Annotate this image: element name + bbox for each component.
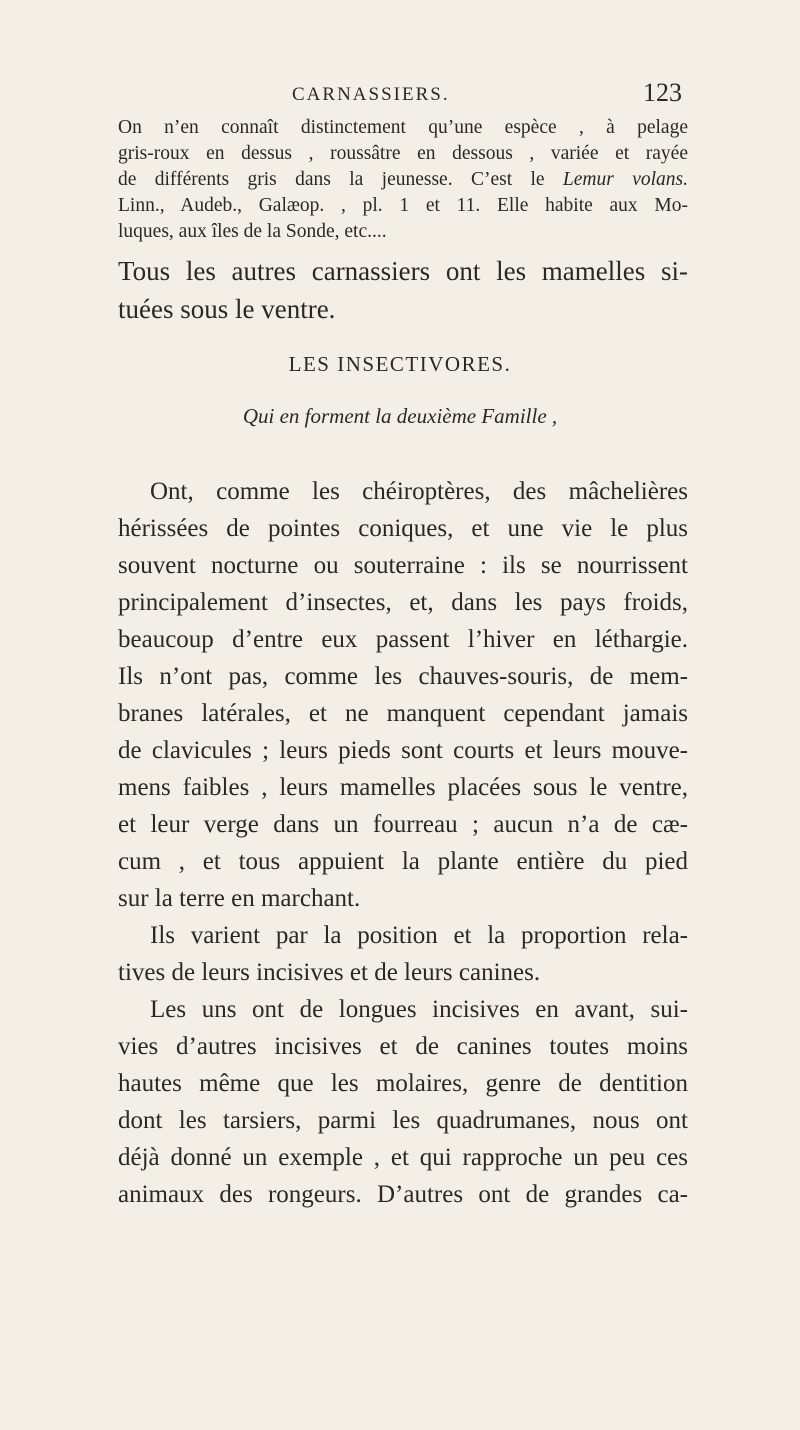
text-line (118, 167, 688, 193)
text-line: luques, aux îles de la Sonde, etc.... (118, 221, 387, 242)
text-line: souvent nocturne ou souterraine : ils se nourrissent (118, 552, 688, 579)
text-line: Linn., Audeb., Galæop. , pl. 1 et 11. Elle habite aux Mo- (118, 195, 688, 216)
running-title: CARNASSIERS. (292, 84, 450, 105)
text-line: mens faibles , leurs mamelles placées sous le ventre, (118, 774, 688, 801)
text-line: branes latérales, et ne manquent cependant jamais (118, 700, 688, 727)
running-head (0, 78, 800, 114)
section-subtitle: Qui en forment la deuxième Famille , (242, 404, 558, 428)
section-heading: LES INSECTIVORES. (288, 352, 512, 376)
note-paragraph (118, 252, 688, 328)
text-line: vies d’autres incisives et de canines toutes moins (118, 1033, 688, 1060)
text-line: et leur verge dans un fourreau ; aucun n’a de cæ- (118, 811, 688, 838)
text-line: tives de leurs incisives et de leurs canines. (118, 959, 541, 986)
text-line: hérissées de pointes coniques, et une vie le plus (118, 515, 688, 542)
text-line: beaucoup d’entre eux passent l’hiver en léthargie. (118, 626, 688, 653)
page-number: 123 (643, 78, 682, 107)
text-line: sur la terre en marchant. (118, 885, 361, 912)
intro-paragraph (118, 115, 688, 245)
species-name: Lemur volans. (562, 169, 688, 190)
text-line: Ont, comme les chéiroptères, des mâchelières (150, 478, 688, 505)
text-line: gris-roux en dessus , roussâtre en dessous , variée et rayée (118, 143, 688, 164)
text-line: déjà donné un exemple , et qui rapproche un peu ces (118, 1144, 688, 1171)
text-line: tuées sous le ventre. (118, 294, 336, 324)
text-line: animaux des rongeurs. D’autres ont de grandes ca- (118, 1181, 688, 1208)
text-line: dont les tarsiers, parmi les quadrumanes, nous ont (118, 1107, 688, 1134)
text-line: principalement d’insectes, et, dans les pays froids, (118, 589, 688, 616)
text-line-start: de différents gris dans la jeunesse. C’est le (118, 169, 563, 190)
text-line: On n’en connaît distinctement qu’une espèce , à pelage (118, 117, 688, 138)
text-line: cum , et tous appuient la plante entière du pied (118, 848, 688, 875)
text-line: Les uns ont de longues incisives en avant, sui- (150, 996, 688, 1023)
text-line: Ils varient par la position et la proportion rela- (150, 922, 688, 949)
text-line: de clavicules ; leurs pieds sont courts et leurs mouve- (118, 737, 688, 764)
text-line: hautes même que les molaires, genre de dentition (118, 1070, 688, 1097)
body-text (118, 473, 688, 1213)
text-line: Ils n’ont pas, comme les chauves-souris, de mem- (118, 663, 688, 690)
text-line: Tous les autres carnassiers ont les mamelles si- (118, 256, 688, 286)
